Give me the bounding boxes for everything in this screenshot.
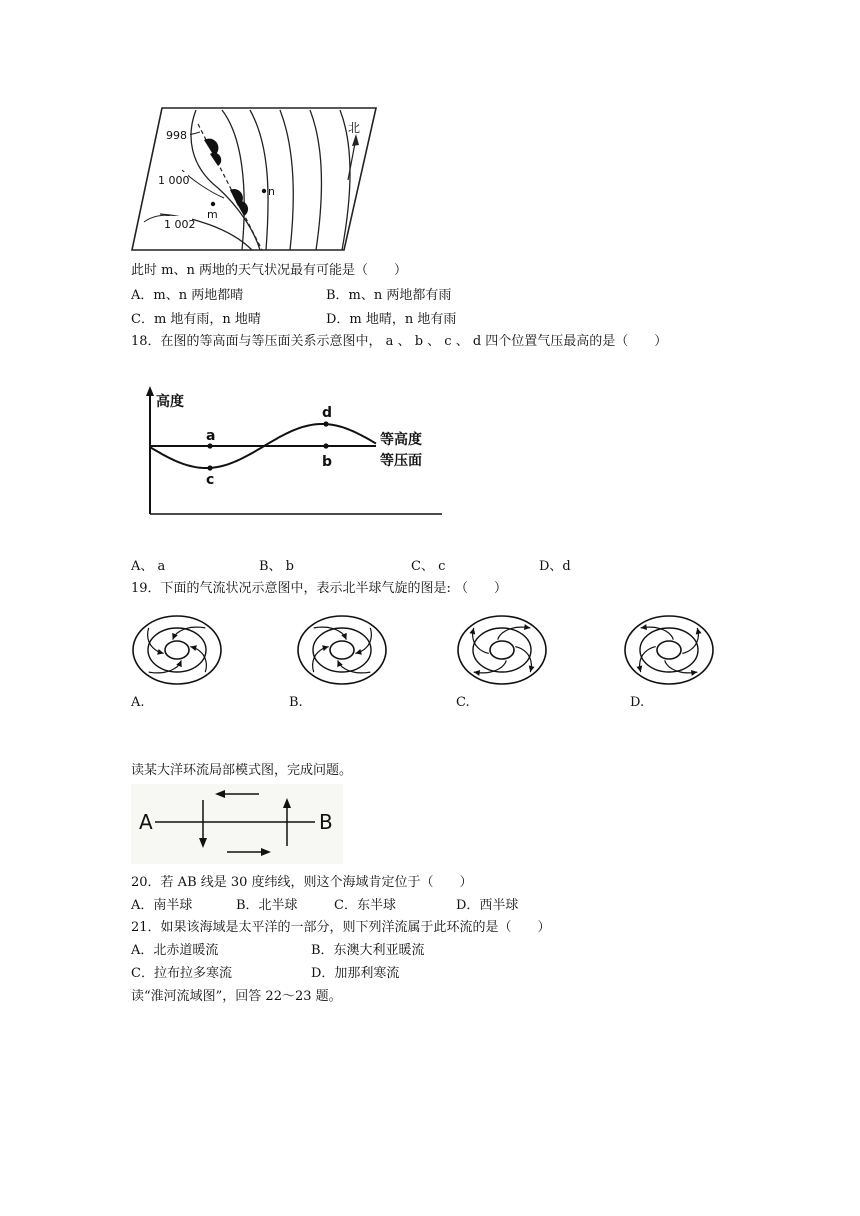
- q17-option-c: C．m 地有雨，n 地晴: [131, 312, 261, 327]
- constant-height-label: 等高度: [380, 432, 422, 448]
- q18-stem: 18．在图的等高面与等压面关系示意图中， a 、 b 、 c 、 d 四个位置气压最高的是（ ）: [131, 334, 668, 349]
- point-d-label: d: [322, 405, 333, 421]
- isobar-label: 1 000: [158, 174, 190, 187]
- point-n-label: n: [268, 185, 275, 198]
- isobaric-surface-diagram: [132, 384, 452, 520]
- airflow-diagram-d: [623, 614, 715, 686]
- q18-option-b: B、 b: [259, 559, 295, 574]
- ocean-circulation-diagram: [131, 784, 343, 864]
- q21-option-b: B．东澳大利亚暖流: [311, 943, 425, 958]
- point-a-label: a: [206, 428, 216, 444]
- q21-option-a: A．北赤道暖流: [131, 943, 219, 958]
- q19-option-d: D.: [630, 695, 645, 710]
- q17-stem: 此时 m、n 两地的天气状况最有可能是（ ）: [131, 263, 407, 278]
- isobar-label: 998: [166, 129, 187, 142]
- isobaric-surface-label: 等压面: [380, 453, 422, 469]
- q19-stem: 19．下面的气流状况示意图中，表示北半球气旋的图是: （ ）: [131, 581, 508, 596]
- airflow-diagram-c: [456, 614, 548, 686]
- q18-option-d: D、d: [539, 559, 571, 574]
- q20-option-a: A．南半球: [131, 898, 193, 913]
- y-axis-label: 高度: [156, 394, 184, 410]
- q17-option-b: B．m、n 两地都有雨: [326, 288, 452, 303]
- q17-option-a: A．m、n 两地都晴: [131, 288, 244, 303]
- q18-option-a: A、 a: [131, 559, 166, 574]
- isobar-map-figure: [130, 106, 380, 256]
- isobar-label: 1 002: [164, 218, 196, 231]
- north-label: 北: [348, 121, 361, 135]
- q20-option-b: B．北半球: [236, 898, 298, 913]
- label-b: B: [319, 810, 333, 834]
- q20-option-d: D．西半球: [456, 898, 519, 913]
- point-c-label: c: [206, 472, 215, 488]
- airflow-diagram-a: [131, 614, 223, 686]
- q19-option-c: C.: [456, 695, 470, 710]
- q20-stem: 20．若 AB 线是 30 度纬线，则这个海域肯定位于（ ）: [131, 875, 473, 890]
- q18-option-c: C、 c: [411, 559, 446, 574]
- point-b-label: b: [322, 454, 333, 470]
- point-m-label: m: [207, 208, 218, 221]
- ocean-intro: 读某大洋环流局部模式图，完成问题。: [131, 763, 353, 778]
- airflow-diagram-b: [296, 614, 388, 686]
- q19-option-a: A.: [131, 695, 145, 710]
- tail-instruction: 读“淮河流域图”，回答 22～23 题。: [131, 989, 342, 1004]
- q20-option-c: C．东半球: [334, 898, 396, 913]
- q21-stem: 21．如果该海域是太平洋的一部分，则下列洋流属于此环流的是（ ）: [131, 920, 551, 935]
- q21-option-c: C．拉布拉多寒流: [131, 966, 232, 981]
- label-a: A: [139, 810, 153, 834]
- q17-option-d: D．m 地晴，n 地有雨: [326, 312, 457, 327]
- q19-option-b: B.: [289, 695, 303, 710]
- q21-option-d: D．加那利寒流: [311, 966, 400, 981]
